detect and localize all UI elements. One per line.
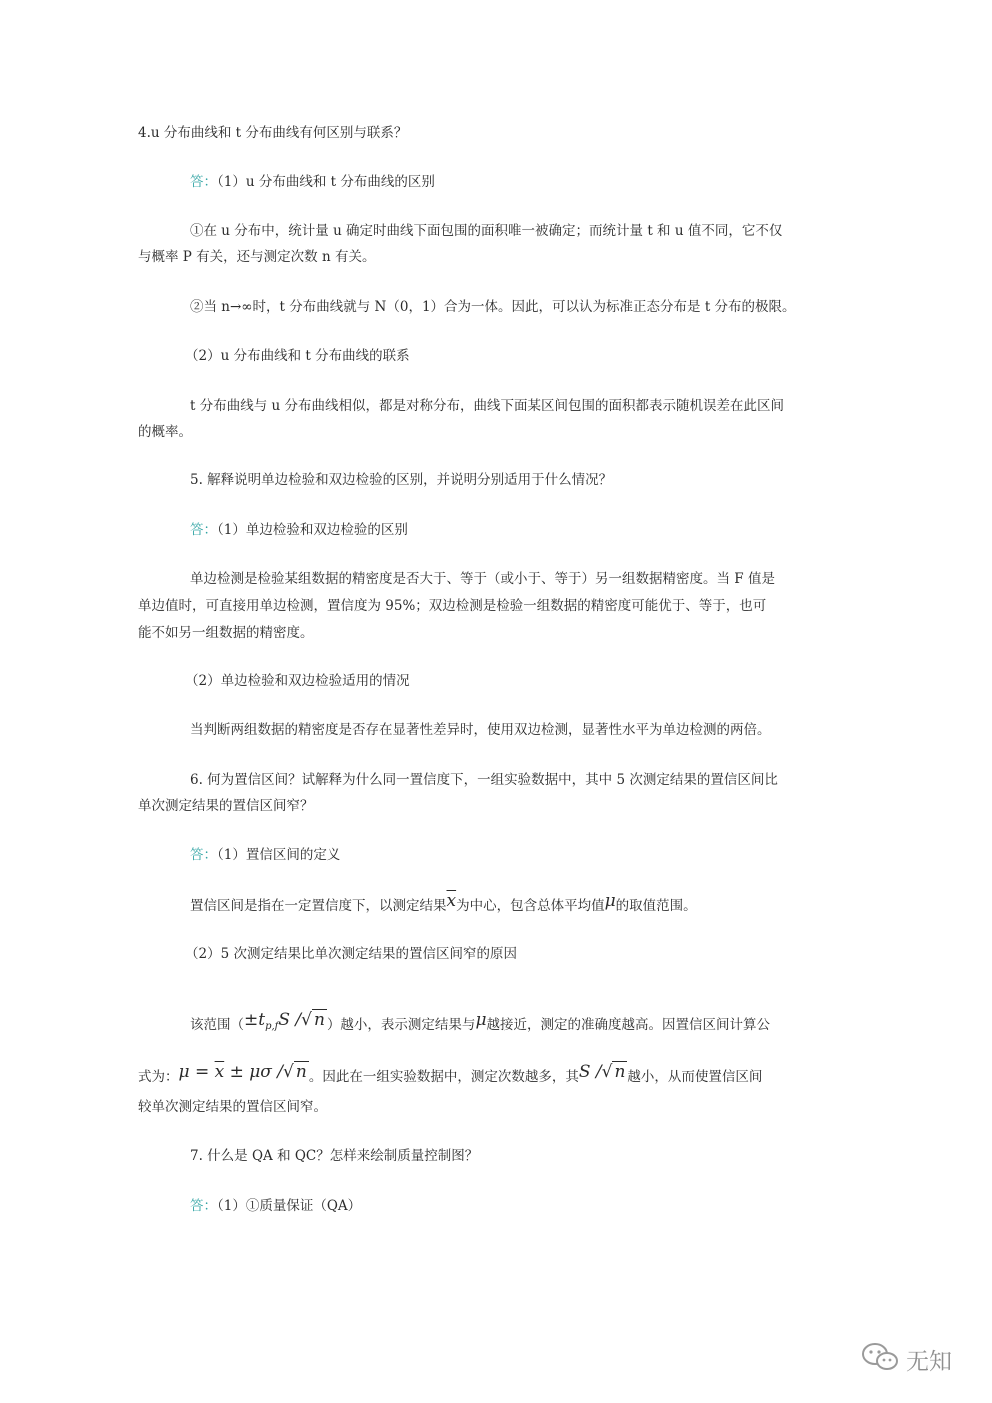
- s-over-sqrt-n-formula: S /√ n: [578, 1062, 626, 1082]
- q4-part1-heading: （1）u 分布曲线和 t 分布曲线的区别: [217, 174, 435, 190]
- q4-answer-heading: [190, 169, 906, 196]
- q7-title: 7. 什么是 QA 和 QC？怎样来绘制质量控制图？: [190, 1148, 479, 1164]
- answer-label: 答：: [190, 847, 217, 863]
- sqrt-n-term: n: [313, 1010, 325, 1030]
- q6-part1-heading: （1）置信区间的定义: [217, 847, 341, 863]
- q6-p4-text-b: ）越小，表示测定结果与: [326, 1017, 476, 1033]
- answer-label: 答：: [190, 1198, 217, 1214]
- q6-answer-heading: [190, 842, 906, 869]
- q4-p2-line1: ①在 u 分布中，统计量 u 确定时曲线下面包围的面积唯一被确定；而统计量 t 和 u 值不同，它不仅: [190, 223, 783, 239]
- q5-answer-heading: [190, 517, 906, 544]
- q6-p2-text-b: 为中心，包含总体平均值: [456, 898, 605, 914]
- q6-p4: [190, 1011, 906, 1044]
- s-over-term: S /: [278, 1010, 302, 1030]
- q4-title: 4.u 分布曲线和 t 分布曲线有何区别与联系？: [138, 125, 408, 141]
- q5-part1-heading: （1）单边检验和双边检验的区别: [217, 522, 408, 538]
- watermark-text: 无知: [906, 1348, 952, 1375]
- q7-part1-heading: （1）①质量保证（QA）: [217, 1198, 362, 1214]
- answer-label: 答：: [190, 522, 217, 538]
- q5-p2-line2: 单边值时，可直接用单边检测，置信度为 95%；双边检测是检验一组数据的精密度可能优于、等于，也可: [138, 598, 767, 614]
- q6-title-line1: 6. 何为置信区间？试解释为什么同一置信度下，一组实验数据中，其中 5 次测定结果的置信区间比: [190, 772, 778, 788]
- q4-p2-line2: 与概率 P 有关，还与测定次数 n 有关。: [138, 249, 376, 265]
- q4-p3: ②当 n→∞时，t 分布曲线就与 N（0，1）合为一体。因此，可以认为标准正态分布是 t 分布的极限。: [190, 299, 796, 315]
- q6-p5: [138, 1063, 854, 1091]
- q6-part2-heading: （2）5 次测定结果比单次测定结果的置信区间窄的原因: [185, 946, 517, 962]
- q6-p4-text-a: 该范围（: [190, 1017, 244, 1033]
- q6-p2-text-c: 的取值范围。: [615, 898, 697, 914]
- sqrt-n-term: n: [614, 1062, 626, 1082]
- sqrt-n-term: n: [295, 1062, 307, 1082]
- x-bar-symbol: $\overline{x}$: [446, 891, 457, 911]
- s-over-term: S /: [578, 1062, 602, 1082]
- q6-p6: 较单次测定结果的置信区间窄。: [138, 1099, 327, 1115]
- q4-part2-heading: （2）u 分布曲线和 t 分布曲线的联系: [185, 348, 410, 364]
- t-subscript: p,f: [265, 1021, 279, 1032]
- answer-label: 答：: [190, 174, 217, 190]
- q7-answer-heading: [190, 1193, 906, 1220]
- q5-p2-line1: 单边检测是检验某组数据的精密度是否大于、等于（或小于、等于）另一组数据精密度。当 F 值是: [190, 571, 775, 587]
- watermark: [860, 1342, 952, 1376]
- q6-p2-text-a: 置信区间是指在一定置信度下，以测定结果: [190, 898, 447, 914]
- pm-t-term: ±t: [244, 1010, 266, 1030]
- wechat-icon: [860, 1341, 900, 1377]
- q5-title: 5. 解释说明单边检验和双边检验的区别，并说明分别适用于什么情况？: [190, 472, 613, 488]
- q6-p2: [190, 892, 906, 920]
- q6-p4-text-c: 越接近，测定的准确度越高。因置信区间计算公: [486, 1017, 770, 1033]
- confidence-range-formula: $\pm t_{p,f}S$ /√ n: [244, 1010, 325, 1032]
- q4-p5-line1: t 分布曲线与 u 分布曲线相似，都是对称分布，曲线下面某区间包围的面积都表示随机误差在此区间: [190, 398, 784, 414]
- q5-p4: 当判断两组数据的精密度是否存在显著性差异时，使用双边检测，显著性水平为单边检测的两倍。: [190, 722, 771, 738]
- q4-p5-line2: 的概率。: [138, 424, 192, 440]
- q6-p5-text-b: 。因此在一组实验数据中，测定次数越多，其: [308, 1069, 579, 1085]
- q6-p5-text-c: 越小，从而使置信区间: [627, 1069, 763, 1085]
- q6-p5-text-a: 式为：: [138, 1069, 179, 1085]
- q5-part2-heading: （2）单边检验和双边检验适用的情况: [185, 673, 410, 689]
- interval-formula: $\mu = \overline{x} \pm \mu\sigma$ /√ n: [178, 1062, 307, 1082]
- mu-symbol: μ: [604, 891, 616, 911]
- mu-eq-term: μ =: [178, 1062, 215, 1082]
- pm-mu-sigma-term: ± μσ /: [224, 1062, 284, 1082]
- mu-symbol: μ: [475, 1010, 487, 1030]
- x-bar-term: $\overline{x}$: [214, 1062, 225, 1082]
- q6-title-line2: 单次测定结果的置信区间窄？: [138, 798, 314, 814]
- q5-p2-line3: 能不如另一组数据的精密度。: [138, 625, 314, 641]
